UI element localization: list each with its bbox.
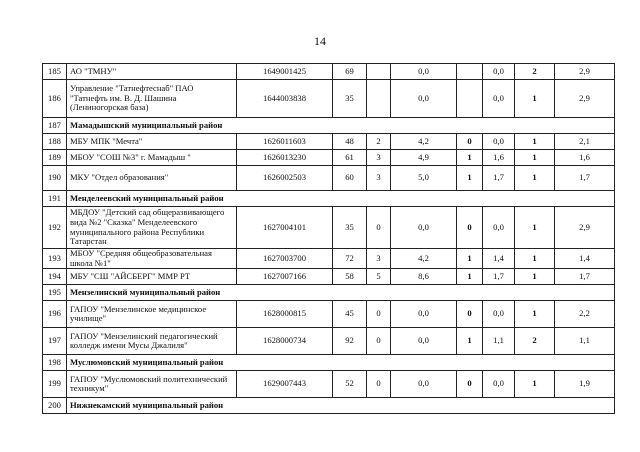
organization-name-cell: МБОУ "Средняя общеобразовательная школа №1" (67, 249, 237, 269)
region-row (43, 398, 615, 414)
value-cell-7: 2,9 (555, 64, 615, 80)
inn-cell: 1628000734 (237, 328, 333, 355)
value-cell-7: 1,4 (555, 249, 615, 269)
value-cell-3: 8,6 (391, 269, 457, 285)
value-cell-7: 1,7 (555, 166, 615, 191)
value-cell-1: 60 (333, 166, 367, 191)
inn-cell: 1627007166 (237, 269, 333, 285)
value-cell-3: 5,0 (391, 166, 457, 191)
value-cell-3: 4,2 (391, 249, 457, 269)
region-name-cell: Муслюмовский муниципальный район (67, 355, 615, 371)
value-cell-4 (457, 80, 483, 118)
region-name-cell: Мамадышский муниципальный район (67, 118, 615, 134)
region-name-cell: Менделеевский муниципальный район (67, 191, 615, 207)
value-cell-4: 1 (457, 166, 483, 191)
organization-name-cell: ГАПОУ "Мензелинский педагогический колледж имени Мусы Джалиля" (67, 328, 237, 355)
value-cell-5: 0,0 (483, 134, 515, 150)
table-body (43, 64, 615, 414)
value-cell-4 (457, 64, 483, 80)
region-name-cell: Нижнекамский муниципальный район (67, 398, 615, 414)
value-cell-7: 1,7 (555, 269, 615, 285)
table-row (43, 134, 615, 150)
value-cell-4: 0 (457, 207, 483, 249)
value-cell-7: 2,1 (555, 134, 615, 150)
row-number-cell: 199 (43, 371, 67, 398)
value-cell-2: 3 (367, 166, 391, 191)
value-cell-5: 0,0 (483, 64, 515, 80)
inn-cell: 1626002503 (237, 166, 333, 191)
value-cell-6: 1 (515, 166, 555, 191)
value-cell-5: 1,1 (483, 328, 515, 355)
region-row (43, 285, 615, 301)
value-cell-2: 0 (367, 207, 391, 249)
organization-name-cell: ГАПОУ "Муслюмовский политехнический техникум" (67, 371, 237, 398)
value-cell-6: 2 (515, 328, 555, 355)
organization-name-cell: Управление "Татнефтеснаб" ПАО "Татнефть им. В. Д. Шашина (Лениногорская база) (67, 80, 237, 118)
value-cell-2: 3 (367, 150, 391, 166)
region-row (43, 355, 615, 371)
value-cell-7: 1,1 (555, 328, 615, 355)
row-number-cell: 193 (43, 249, 67, 269)
value-cell-5: 1,6 (483, 150, 515, 166)
table-row (43, 64, 615, 80)
table-row (43, 371, 615, 398)
value-cell-2: 0 (367, 301, 391, 328)
inn-cell: 1629007443 (237, 371, 333, 398)
value-cell-7: 2,2 (555, 301, 615, 328)
value-cell-2: 0 (367, 328, 391, 355)
value-cell-3: 0,0 (391, 207, 457, 249)
value-cell-2: 3 (367, 249, 391, 269)
region-row (43, 118, 615, 134)
value-cell-4: 1 (457, 150, 483, 166)
inn-cell: 1626011603 (237, 134, 333, 150)
value-cell-1: 61 (333, 150, 367, 166)
value-cell-6: 1 (515, 371, 555, 398)
table-row (43, 269, 615, 285)
value-cell-7: 2,9 (555, 80, 615, 118)
row-number-cell: 186 (43, 80, 67, 118)
value-cell-1: 35 (333, 207, 367, 249)
organization-name-cell: АО "ТМНУ" (67, 64, 237, 80)
region-row (43, 191, 615, 207)
value-cell-2 (367, 64, 391, 80)
value-cell-3: 0,0 (391, 301, 457, 328)
row-number-cell: 198 (43, 355, 67, 371)
table-row (43, 301, 615, 328)
table-row (43, 207, 615, 249)
row-number-cell: 195 (43, 285, 67, 301)
value-cell-3: 4,9 (391, 150, 457, 166)
page-number: 14 (314, 34, 326, 48)
row-number-cell: 189 (43, 150, 67, 166)
value-cell-3: 0,0 (391, 328, 457, 355)
value-cell-6: 1 (515, 249, 555, 269)
value-cell-6: 1 (515, 207, 555, 249)
value-cell-4: 0 (457, 301, 483, 328)
value-cell-1: 35 (333, 80, 367, 118)
value-cell-7: 2,9 (555, 207, 615, 249)
table-row (43, 150, 615, 166)
inn-cell: 1627004101 (237, 207, 333, 249)
row-number-cell: 190 (43, 166, 67, 191)
organization-name-cell: МБОУ "СОШ №3" г. Мамадыш " (67, 150, 237, 166)
value-cell-6: 1 (515, 301, 555, 328)
row-number-cell: 187 (43, 118, 67, 134)
row-number-cell: 185 (43, 64, 67, 80)
value-cell-4: 1 (457, 328, 483, 355)
value-cell-6: 1 (515, 269, 555, 285)
organization-name-cell: ГАПОУ "Мензелинское медицинское училище" (67, 301, 237, 328)
value-cell-2: 2 (367, 134, 391, 150)
value-cell-5: 1,7 (483, 269, 515, 285)
value-cell-5: 1,7 (483, 166, 515, 191)
organization-name-cell: МБУ МПК "Мечта" (67, 134, 237, 150)
value-cell-6: 1 (515, 134, 555, 150)
organization-name-cell: МБДОУ "Детский сад общеразвивающего вида №2 "Сказка" Менделеевского муниципального района Республики Татарстан (67, 207, 237, 249)
inn-cell: 1649001425 (237, 64, 333, 80)
value-cell-5: 0,0 (483, 207, 515, 249)
value-cell-7: 1,9 (555, 371, 615, 398)
value-cell-5: 0,0 (483, 301, 515, 328)
value-cell-2 (367, 80, 391, 118)
value-cell-4: 0 (457, 134, 483, 150)
organization-name-cell: МБУ "СШ "АЙСБЕРГ" ММР РТ (67, 269, 237, 285)
row-number-cell: 197 (43, 328, 67, 355)
value-cell-1: 48 (333, 134, 367, 150)
table-row (43, 80, 615, 118)
row-number-cell: 188 (43, 134, 67, 150)
table-row (43, 166, 615, 191)
value-cell-2: 0 (367, 371, 391, 398)
organization-name-cell: МКУ "Отдел образования" (67, 166, 237, 191)
value-cell-4: 1 (457, 269, 483, 285)
row-number-cell: 200 (43, 398, 67, 414)
value-cell-6: 2 (515, 64, 555, 80)
value-cell-1: 52 (333, 371, 367, 398)
inn-cell: 1626013230 (237, 150, 333, 166)
value-cell-1: 92 (333, 328, 367, 355)
value-cell-1: 69 (333, 64, 367, 80)
inn-cell: 1627003700 (237, 249, 333, 269)
organizations-table (42, 63, 615, 414)
region-name-cell: Мензелинский муниципальный район (67, 285, 615, 301)
value-cell-4: 0 (457, 371, 483, 398)
row-number-cell: 192 (43, 207, 67, 249)
inn-cell: 1628000815 (237, 301, 333, 328)
value-cell-1: 58 (333, 269, 367, 285)
value-cell-5: 1,4 (483, 249, 515, 269)
value-cell-3: 4,2 (391, 134, 457, 150)
inn-cell: 1644003838 (237, 80, 333, 118)
table-row (43, 249, 615, 269)
value-cell-5: 0,0 (483, 371, 515, 398)
value-cell-5: 0,0 (483, 80, 515, 118)
row-number-cell: 196 (43, 301, 67, 328)
value-cell-6: 1 (515, 80, 555, 118)
value-cell-2: 5 (367, 269, 391, 285)
table-row (43, 328, 615, 355)
value-cell-3: 0,0 (391, 64, 457, 80)
value-cell-6: 1 (515, 150, 555, 166)
value-cell-7: 1,6 (555, 150, 615, 166)
value-cell-4: 1 (457, 249, 483, 269)
value-cell-1: 45 (333, 301, 367, 328)
row-number-cell: 194 (43, 269, 67, 285)
value-cell-3: 0,0 (391, 371, 457, 398)
row-number-cell: 191 (43, 191, 67, 207)
value-cell-1: 72 (333, 249, 367, 269)
value-cell-3: 0,0 (391, 80, 457, 118)
